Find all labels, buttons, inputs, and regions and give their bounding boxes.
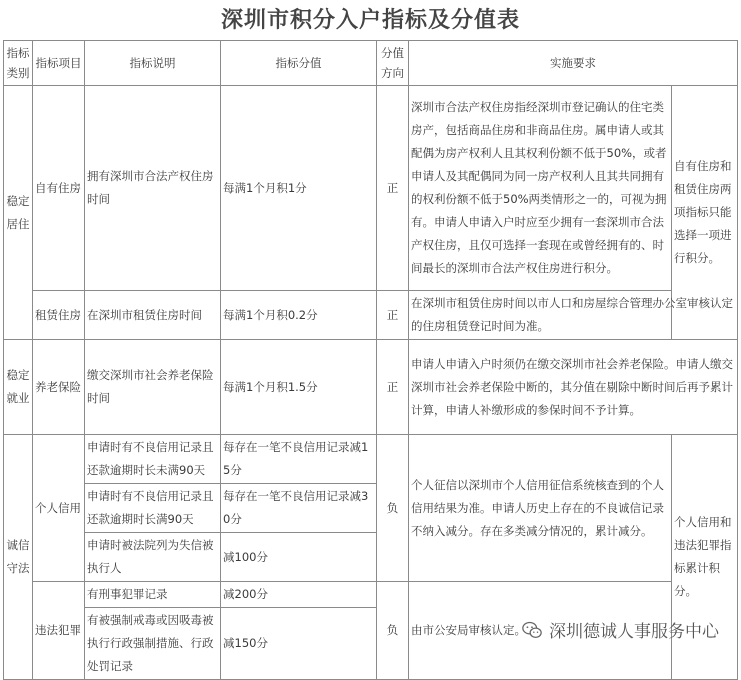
score-crime-1: 减200分 — [221, 582, 377, 608]
direction-crime: 负 — [377, 582, 409, 680]
item-rental-housing: 租赁住房 — [33, 291, 85, 340]
desc-crime-1: 有刑事犯罪记录 — [85, 582, 221, 608]
note-housing: 自有住房和租赁住房两项指标只能选择一项进行积分。 — [672, 86, 738, 340]
desc-credit-1: 申请时有不良信用记录且还款逾期时长未满90天 — [85, 435, 221, 484]
category-integrity: 诚信守法 — [4, 435, 33, 680]
direction-credit: 负 — [377, 435, 409, 582]
table-row — [4, 435, 738, 484]
item-owned-housing: 自有住房 — [33, 86, 85, 291]
category-stable-residence: 稳定居住 — [4, 86, 33, 340]
desc-rental-housing: 在深圳市租赁住房时间 — [85, 291, 221, 340]
item-crime: 违法犯罪 — [33, 582, 85, 680]
header-direction: 分值方向 — [377, 41, 409, 86]
table-row — [4, 291, 738, 340]
direction-rental-housing: 正 — [377, 291, 409, 340]
table-row — [4, 340, 738, 435]
header-row — [4, 41, 738, 86]
item-personal-credit: 个人信用 — [33, 435, 85, 582]
table-row — [4, 86, 738, 291]
category-stable-employment: 稳定就业 — [4, 340, 33, 435]
direction-owned-housing: 正 — [377, 86, 409, 291]
header-item: 指标项目 — [33, 41, 85, 86]
score-pension: 每满1个月积1.5分 — [221, 340, 377, 435]
header-requirement: 实施要求 — [409, 41, 738, 86]
requirement-pension: 申请人申请入户时须仍在缴交深圳市社会养老保险。申请人缴交深圳市社会养老保险中断的，其分值在剔除中断时间后再予累计计算，申请人补缴形成的参保时间不予计算。 — [409, 340, 738, 435]
score-table — [3, 40, 738, 680]
desc-credit-3: 申请时被法院列为失信被执行人 — [85, 533, 221, 582]
score-credit-1: 每存在一笔不良信用记录减15分 — [221, 435, 377, 484]
page-title: 深圳市积分入户指标及分值表 — [220, 7, 520, 33]
requirement-crime: 由市公安局审核认定。 — [409, 582, 672, 680]
item-pension: 养老保险 — [33, 340, 85, 435]
header-score: 指标分值 — [221, 41, 377, 86]
score-credit-3: 减100分 — [221, 533, 377, 582]
header-desc: 指标说明 — [85, 41, 221, 86]
note-integrity: 个人信用和违法犯罪指标累计积分。 — [672, 435, 738, 680]
desc-credit-2: 申请时有不良信用记录且还款逾期时长满90天 — [85, 484, 221, 533]
watermark — [521, 617, 719, 642]
watermark-text: 深圳德诚人事服务中心 — [549, 622, 719, 642]
wechat-icon — [521, 619, 543, 641]
header-category: 指标类别 — [4, 41, 33, 86]
score-crime-2: 减150分 — [221, 608, 377, 680]
table-row — [4, 582, 738, 608]
desc-owned-housing: 拥有深圳市合法产权住房时间 — [85, 86, 221, 291]
score-rental-housing: 每满1个月积0.2分 — [221, 291, 377, 340]
score-owned-housing: 每满1个月积1分 — [221, 86, 377, 291]
score-credit-2: 每存在一笔不良信用记录减30分 — [221, 484, 377, 533]
desc-pension: 缴交深圳市社会养老保险时间 — [85, 340, 221, 435]
requirement-rental-housing: 在深圳市租赁住房时间以市人口和房屋综合管理办公室审核认定的住房租赁登记时间为准。 — [409, 291, 738, 340]
direction-pension: 正 — [377, 340, 409, 435]
requirement-credit: 个人征信以深圳市个人信用征信系统核查到的个人信用结果为准。申请人历史上存在的不良诚信记录不纳入减分。存在多类减分情况的，累计减分。 — [409, 435, 672, 582]
requirement-owned-housing: 深圳市合法产权住房指经深圳市登记确认的住宅类房产，包括商品住房和非商品住房。属申请人或其配偶为房产权利人且其权利份额不低于50%，或者申请人及其配偶同为同一房产权利人且其共同拥有的权利份额不低于50%两类情形之一的，可视为拥有。申请人申请入户时应至少拥有一套深圳市合法产权住房，且仅可选择一套现在或曾经拥有的、时间最长的深圳市合法产权住房进行积分。 — [409, 86, 672, 291]
desc-crime-2: 有被强制戒毒或因吸毒被执行行政强制措施、行政处罚记录 — [85, 608, 221, 680]
